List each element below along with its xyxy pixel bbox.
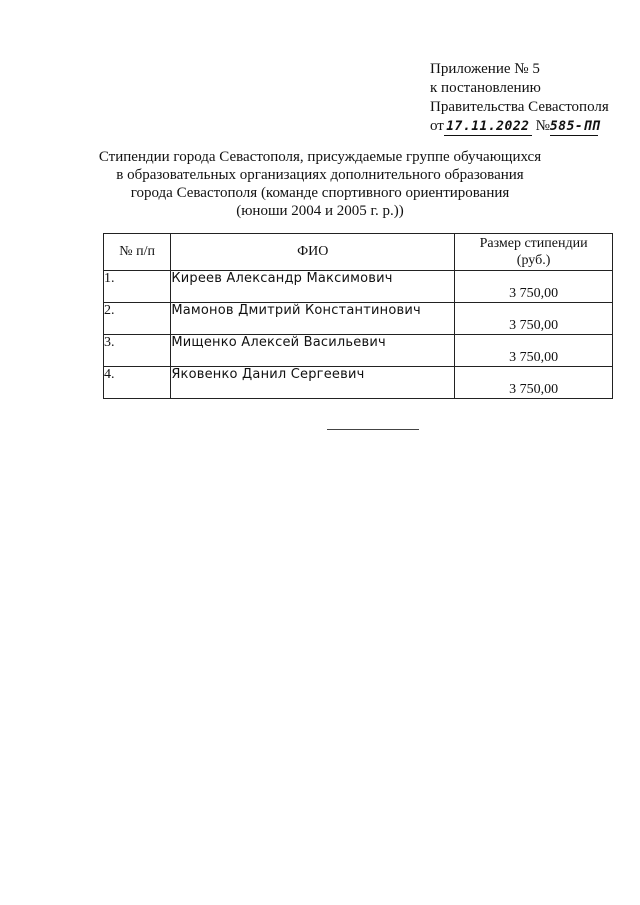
date-prefix: от [430,118,444,134]
row-number: 2. [104,303,171,335]
title-line-1: Стипендии города Севастополя, присуждаемые группе обучающихся [98,149,542,165]
row-amount: 3 750,00 [455,335,613,367]
appendix-date-line [430,117,630,136]
document-title [90,148,550,220]
header-amount-line-1: Размер стипендии [479,236,588,251]
table-row [104,271,613,303]
table-header-row [104,234,613,271]
appendix-title: Приложение № 5 [430,61,540,77]
row-fio: Киреев Александр Максимович [171,271,455,303]
title-line-4: (юноши 2004 и 2005 г. р.)) [236,203,404,219]
row-number: 4. [104,367,171,399]
header-amount [455,234,613,271]
header-amount-line-2: (руб.) [516,253,551,268]
row-fio: Мамонов Дмитрий Константинович [171,303,455,335]
header-number: № п/п [104,234,171,271]
table-row [104,335,613,367]
appendix-issuer: Правительства Севастополя [430,99,609,115]
row-fio: Мищенко Алексей Васильевич [171,335,455,367]
appendix-reference: к постановлению [430,80,541,96]
appendix-block [430,60,630,136]
table-row [104,367,613,399]
row-fio: Яковенко Данил Сергеевич [171,367,455,399]
scholarship-table [103,233,613,399]
title-line-3: города Севастополя (команде спортивного ориентирования [130,185,510,201]
row-amount: 3 750,00 [455,271,613,303]
closing-divider [327,429,419,430]
number-prefix: № [535,118,550,134]
row-amount: 3 750,00 [455,367,613,399]
row-amount: 3 750,00 [455,303,613,335]
handwritten-date: 17.11.2022 [444,119,532,136]
row-number: 3. [104,335,171,367]
title-line-2: в образовательных организациях дополнительного образования [116,167,524,183]
row-number: 1. [104,271,171,303]
table-row [104,303,613,335]
header-fio: ФИО [171,234,455,271]
handwritten-number: 585-ПП [549,119,600,134]
